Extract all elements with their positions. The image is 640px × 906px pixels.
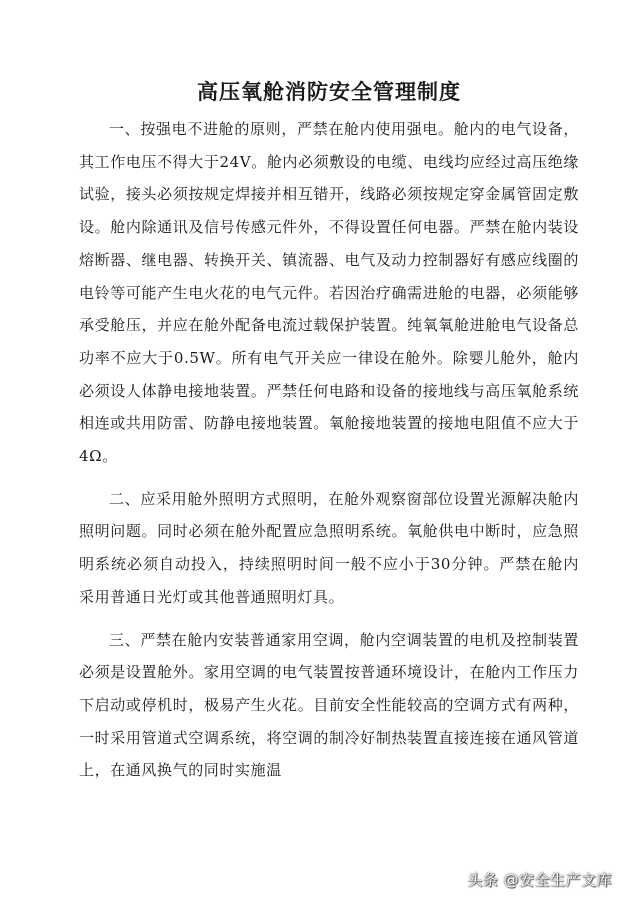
paragraph-1: 一、按强电不进舱的原则，严禁在舱内使用强电。舱内的电气设备，其工作电压不得大于24V。舱内必须敷设的电缆、电线均应经过高压绝缘试验，接头必须按规定焊接并相互错开，线路必须按规定穿金属管固定敷设。舱内除通讯及信号传感元件外，不得设置任何电器。严禁在舱内装设熔断器、继电器、转换开关、镇流器、电气及动力控制器好有感应线圈的电铃等可能产生电火花的电气元件。若因治疗确需进舱的电器，必须能够承受舱压，并应在舱外配备电流过载保护装置。纯氧氧舱进舱电气设备总功率不应大于0.5W。所有电气开关应一律设在舱外。除婴儿舱外，舱内必须设人体静电接地装置。严禁任何电路和设备的接地线与高压氧舱系统相连或共用防雷、防静电接地装置。氧舱接地装置的接地电阻值不应大于4Ω。 [79,120,579,466]
document-page [79,75,579,797]
paragraph-2: 二、应采用舱外照明方式照明，在舱外观察窗部位设置光源解决舱内照明问题。同时必须在舱外配置应急照明系统。氧舱供电中断时，应急照明系统必须自动投入，持续照明时间一般不应小于30分钟。严禁在舱内采用普通日光灯或其他普通照明灯具。 [79,489,579,606]
paragraph-3: 三、严禁在舱内安装普通家用空调，舱内空调装置的电机及控制装置必须是设置舱外。家用空调的电气装置按普通环境设计，在舱内工作压力下启动或停机时，极易产生火花。目前安全性能较高的空调方式有两种，一时采用管道式空调系统，将空调的制冷好制热装置直接连接在通风管道上，在通风换气的同时实施温 [79,630,579,780]
watermark-text: 头条 @安全生产文库 [467,871,612,889]
document-title: 高压氧舱消防安全管理制度 [197,80,461,104]
